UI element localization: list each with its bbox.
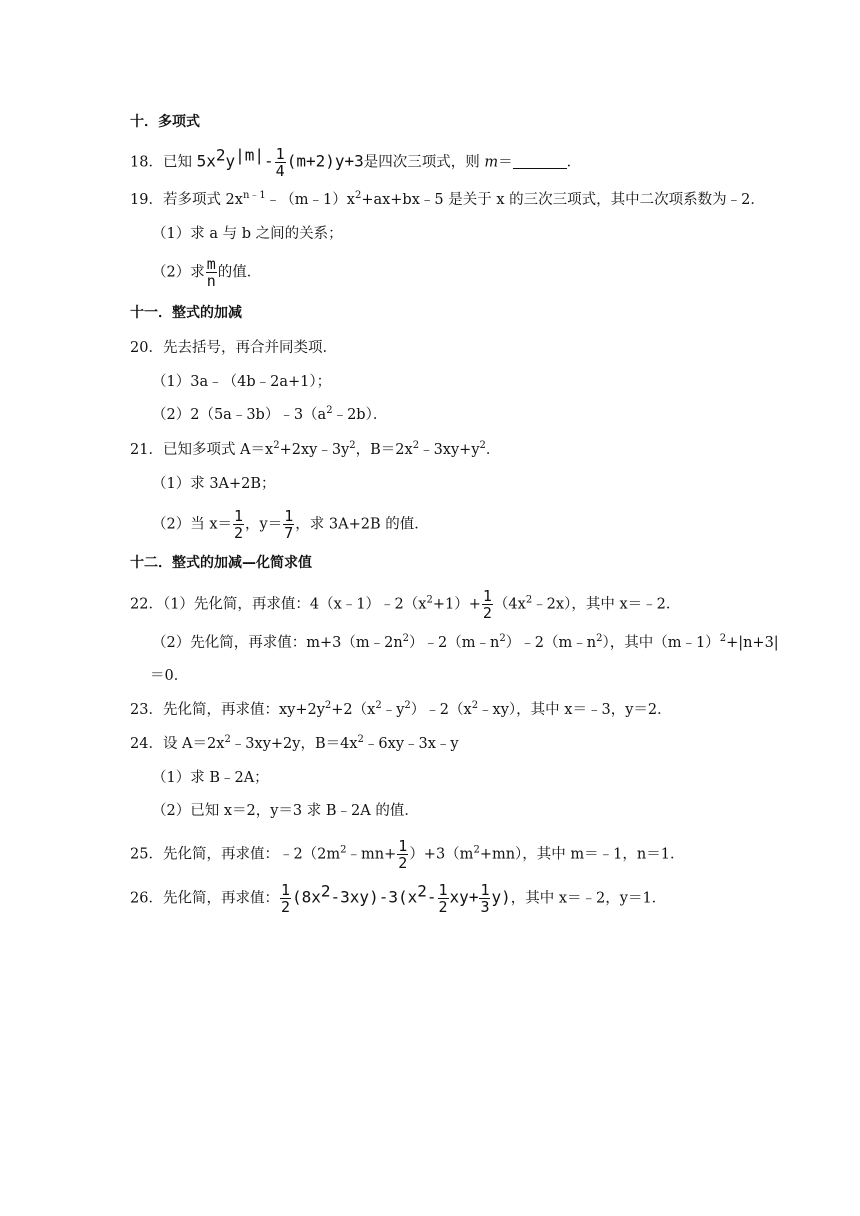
question-number: 26． — [130, 890, 163, 907]
q22-part-2-cont: ＝0． — [150, 668, 189, 684]
q24-b: ﹣3xy+2y，B＝4x — [230, 736, 358, 752]
q24-e1: 2 — [224, 734, 231, 745]
q26-e1: 2 — [320, 881, 331, 901]
q26-a: 先化简，再求值： — [162, 890, 279, 907]
q21-part-1: （1）求 3A+2B； — [152, 476, 276, 492]
q18-expr-a: 5x — [196, 151, 216, 171]
q20-p2-b: ﹣2b）． — [332, 407, 388, 423]
q22-e6: 2 — [719, 633, 727, 644]
q26-d: - — [426, 887, 437, 907]
q26-fraction-3: $\frac{1}{3}$ — [480, 881, 490, 916]
q21-e3: 2 — [412, 440, 420, 451]
question-number: 18． — [130, 154, 163, 171]
q26-fraction-1: $\frac{1}{2}$ — [280, 881, 290, 916]
q24-part-1: （1）求 B﹣2A； — [152, 770, 269, 786]
q21-p2-b: ，y＝ — [245, 516, 283, 533]
q19-exp: n﹣1 — [242, 190, 266, 201]
q22-fraction: $\frac{1}{2}$ — [482, 587, 492, 622]
q18-exp: 2 — [215, 145, 226, 165]
q26-c: -3xy)-3(x — [330, 887, 418, 907]
question-22 — [130, 588, 680, 621]
q21-fraction-y: $\frac{1}{7}$ — [284, 507, 294, 542]
q18-eq: ＝ — [498, 154, 513, 171]
q21-c: ，B＝2x — [355, 442, 413, 458]
q26-fraction-2: $\frac{1}{2}$ — [438, 881, 448, 916]
q22-part-2 — [152, 633, 779, 653]
q24-c: ﹣6xy﹣3x﹣y — [363, 736, 459, 752]
q18-var: m — [484, 154, 499, 171]
q21-b: +2xy﹣3y — [279, 442, 350, 458]
q22-e3: 2 — [402, 633, 410, 644]
q22-b4: ），其中（m﹣1） — [602, 635, 720, 651]
q19-part-2 — [152, 256, 261, 289]
q26-e: xy+ — [449, 887, 479, 907]
q21-e4: 2 — [479, 440, 486, 451]
q18-expr-b: y — [225, 151, 236, 171]
q21-part-2 — [152, 508, 429, 541]
q23-b: +2（x — [331, 702, 376, 718]
q19-rest2: +ax+bx﹣5 是关于 x 的三次三项式，其中二次项系数为﹣2． — [361, 192, 765, 208]
q21-fraction-x: $\frac{1}{2}$ — [234, 507, 244, 542]
q21-a: 已知多项式 A＝x — [162, 442, 274, 458]
question-19 — [130, 190, 765, 210]
q25-fraction: $\frac{1}{2}$ — [398, 837, 408, 872]
q22-a2: +1）+ — [432, 596, 481, 613]
q22-b5: +|n+3| — [726, 635, 779, 651]
q25-c: ）+3（m — [409, 846, 474, 863]
q26-b: (8x — [291, 887, 321, 907]
q23-e3: 2 — [404, 700, 411, 711]
q26-e2: 2 — [417, 881, 427, 901]
q20-part-2 — [152, 405, 387, 425]
q18-tail: 是四次三项式，则 — [363, 154, 480, 171]
question-number: 20． — [130, 340, 163, 356]
section-heading-simplify-evaluate: 十二．整式的加减—化简求值 — [130, 555, 312, 571]
q22-e1: 2 — [426, 594, 433, 606]
question-18 — [130, 146, 581, 179]
q19-p2-b: 的值． — [217, 264, 262, 281]
question-number: 24． — [130, 736, 163, 752]
question-25 — [130, 838, 684, 871]
q23-e2: 2 — [375, 700, 382, 711]
question-23 — [130, 700, 672, 720]
q25-d: +mn），其中 m＝﹣1，n＝1． — [479, 846, 685, 863]
q19-text: 若多项式 2x — [162, 192, 243, 208]
q23-d: ）﹣2（x — [410, 702, 472, 718]
q20-part-1: （1）3a﹣（4b﹣2a+1）； — [152, 374, 332, 390]
q19-exp2: 2 — [354, 190, 362, 201]
q18-minus: - — [264, 151, 274, 171]
question-26 — [130, 882, 666, 915]
q22-a1: （1）先化简，再求值：4（x﹣1）﹣2（x — [162, 596, 427, 613]
q20-text: 先去括号，再合并同类项． — [162, 340, 337, 356]
q19-p2-a: （2）求 — [152, 264, 205, 281]
q24-e2: 2 — [357, 734, 364, 745]
question-number: 23． — [130, 702, 163, 718]
q22-b1: （2）先化简，再求值：m+3（m﹣2n — [152, 635, 403, 651]
q26-f: y) — [491, 887, 511, 907]
question-number: 25． — [130, 846, 163, 863]
q22-e4: 2 — [499, 633, 506, 644]
q20-exp: 2 — [326, 405, 333, 416]
q19-part-1: （1）求 a 与 b 之间的关系； — [152, 226, 343, 242]
q18-abs-m: |m| — [235, 145, 265, 165]
q21-e: ． — [485, 442, 501, 458]
q22-b2: ）﹣2（m﹣n — [409, 635, 500, 651]
q21-e2: 2 — [349, 440, 356, 451]
q25-a: 先化简，再求值：﹣2（2m — [162, 846, 341, 863]
q18-expr-c: (m+2)y+3 — [286, 151, 364, 171]
answer-blank[interactable] — [513, 154, 567, 169]
q23-e1: 2 — [324, 700, 332, 711]
q24-a: 设 A＝2x — [162, 736, 225, 752]
q19-rest: ﹣（m﹣1）x — [265, 192, 355, 208]
question-number: 22． — [130, 596, 163, 613]
q25-e1: 2 — [340, 844, 347, 856]
q22-b3: ）﹣2（m﹣n — [505, 635, 597, 651]
q23-e4: 2 — [471, 700, 479, 711]
q18-fraction: $\frac{1}{4}$ — [275, 145, 285, 180]
q21-p2-a: （2）当 x＝ — [152, 516, 233, 533]
q22-a4: ﹣2x），其中 x＝﹣2． — [532, 596, 681, 613]
q21-p2-c: ，求 3A+2B 的值． — [295, 516, 429, 533]
q26-g: ，其中 x＝﹣2，y＝1． — [510, 890, 667, 907]
q21-d: ﹣3xy+y — [419, 442, 480, 458]
q18-end: ． — [566, 154, 582, 171]
q21-e1: 2 — [273, 440, 280, 451]
question-21 — [130, 440, 500, 460]
question-20 — [130, 338, 337, 358]
q20-p2-a: （2）2（5a﹣3b）﹣3（a — [152, 407, 327, 423]
question-24 — [130, 734, 459, 754]
question-number: 21． — [130, 442, 163, 458]
section-heading-polynomial: 十．多项式 — [130, 114, 200, 130]
q24-part-2: （2）已知 x＝2，y＝3 求 B﹣2A 的值． — [152, 803, 419, 819]
section-heading-add-subtract: 十一．整式的加减 — [130, 305, 242, 321]
q22-a3: （4x — [493, 596, 526, 613]
q23-a: 先化简，再求值：xy+2y — [162, 702, 325, 718]
q19-fraction: $\frac{m}{n}$ — [206, 255, 216, 290]
q25-e2: 2 — [473, 844, 480, 856]
q23-c: ﹣y — [381, 702, 405, 718]
q23-e: ﹣xy），其中 x＝﹣3，y＝2． — [478, 702, 672, 718]
q22-e2: 2 — [525, 594, 533, 606]
question-number: 19． — [130, 192, 163, 208]
q18-lead: 已知 — [162, 154, 192, 171]
q25-b: ﹣mn+ — [346, 846, 397, 863]
q22-e5: 2 — [596, 633, 603, 644]
